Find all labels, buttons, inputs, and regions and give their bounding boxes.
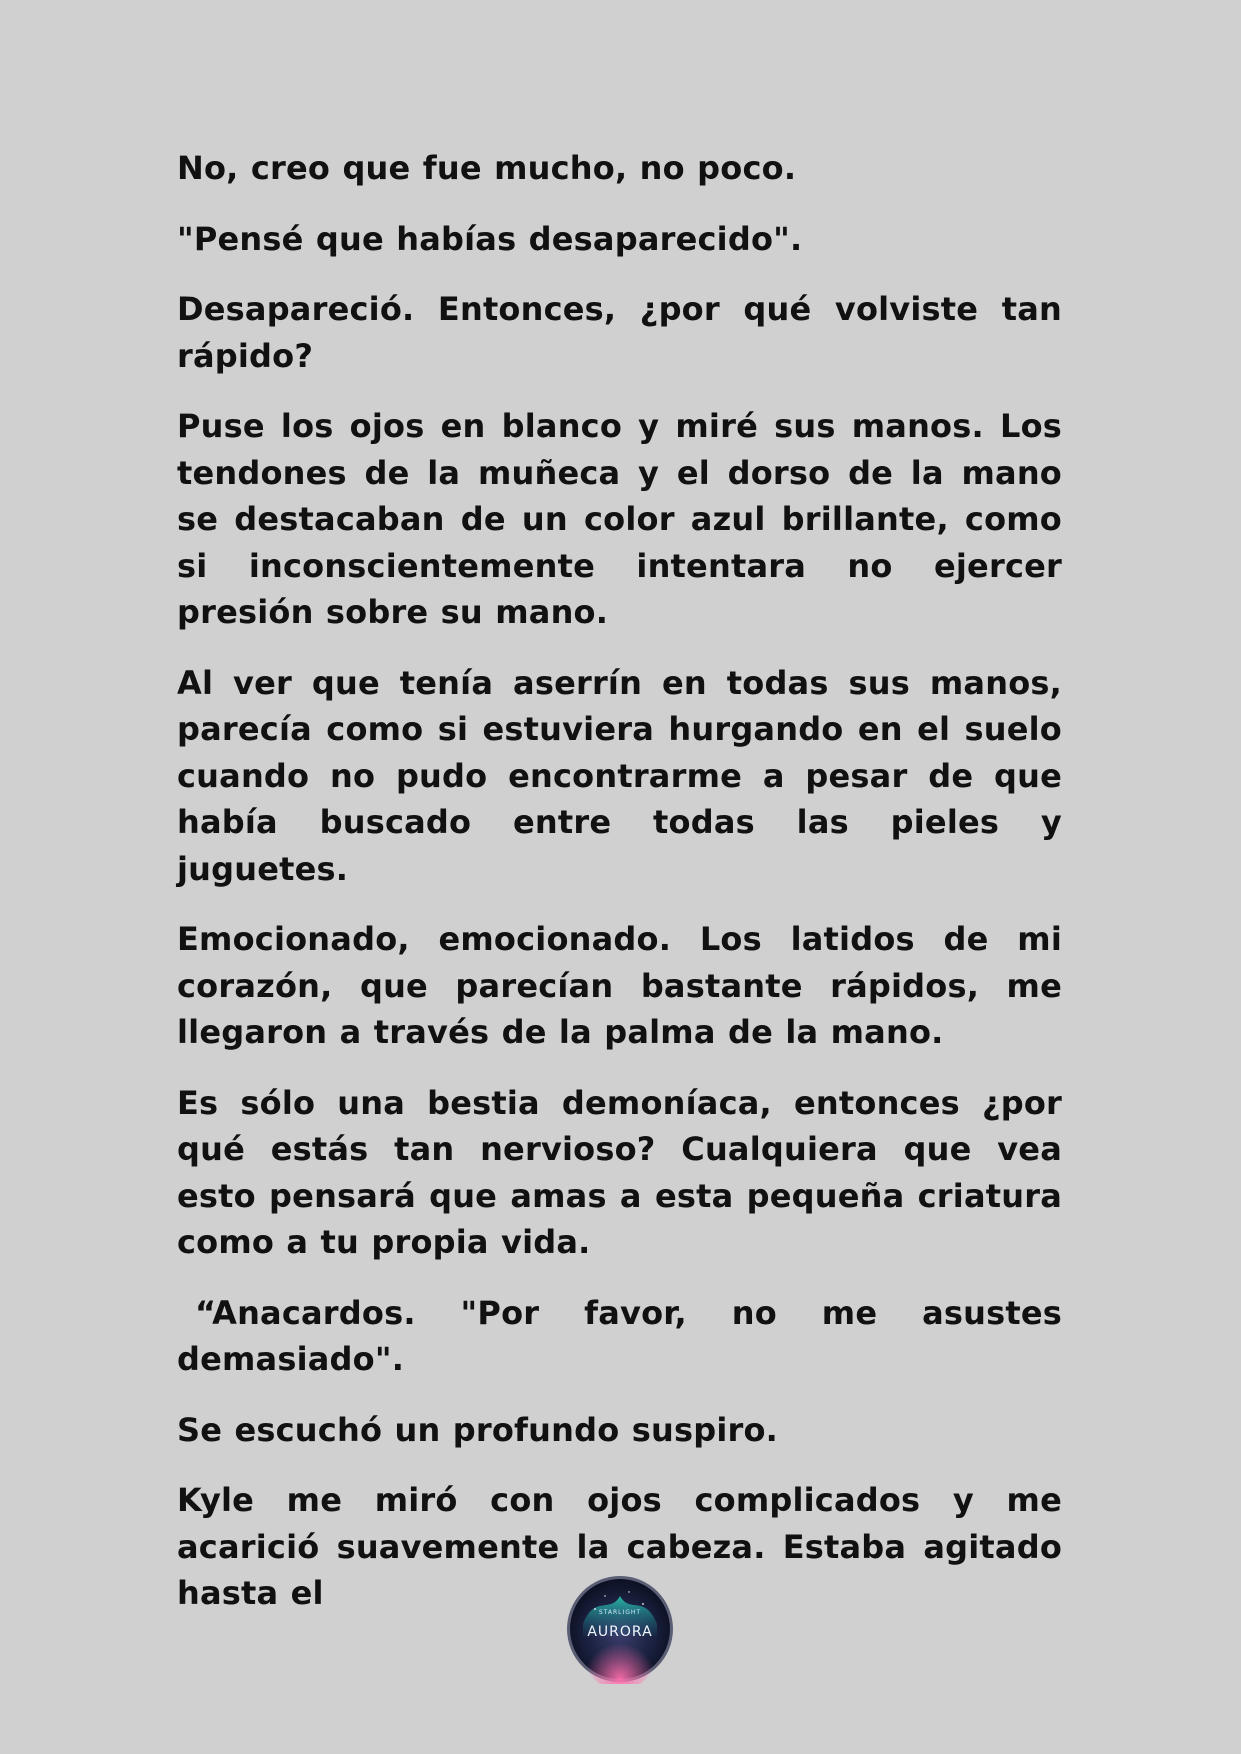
paragraph-9: Se escuchó un profundo suspiro. — [177, 1410, 779, 1449]
logo-main-text: AURORA — [587, 1624, 653, 1640]
paragraph-7: Es sólo una bestia demoníaca, entonces ¿por qué estás tan nervioso? Cualquiera que vea esto pensará que amas a esta pequeña criatura como a tu propia vida. — [177, 1083, 1062, 1261]
paragraph-3: Desapareció. Entonces, ¿por qué volviste tan rápido? — [177, 290, 1062, 375]
aurora-logo-icon — [565, 1574, 675, 1684]
aurora-logo-svg — [565, 1574, 675, 1684]
paragraph-6: Emocionado, emocionado. Los latidos de mi corazón, que parecían bastante rápidos, me llegaron a través de la palma de la mano. — [177, 920, 1062, 1051]
logo-top-text: STARLIGHT — [598, 1609, 642, 1616]
paragraph-5: Al ver que tenía aserrín en todas sus manos, parecía como si estuviera hurgando en el suelo cuando no pudo encontrarme a pesar de que había buscado entre todas las pieles y juguetes. — [177, 663, 1062, 888]
page-text — [177, 145, 1062, 1641]
paragraph-2: "Pensé que habías desaparecido". — [177, 219, 803, 258]
paragraph-10: Kyle me miró con ojos complicados y me acarició suavemente la cabeza. Estaba agitado hasta el — [177, 1481, 1062, 1612]
paragraph-4: Puse los ojos en blanco y miré sus manos. Los tendones de la muñeca y el dorso de la mano se destacaban de un color azul brillante, como si inconscientemente intentara no ejercer presión sobre su mano. — [177, 407, 1062, 631]
paragraph-8: “Anacardos. "Por favor, no me asustes demasiado". — [177, 1293, 1062, 1378]
paragraph-1: No, creo que fue mucho, no poco. — [177, 149, 797, 187]
